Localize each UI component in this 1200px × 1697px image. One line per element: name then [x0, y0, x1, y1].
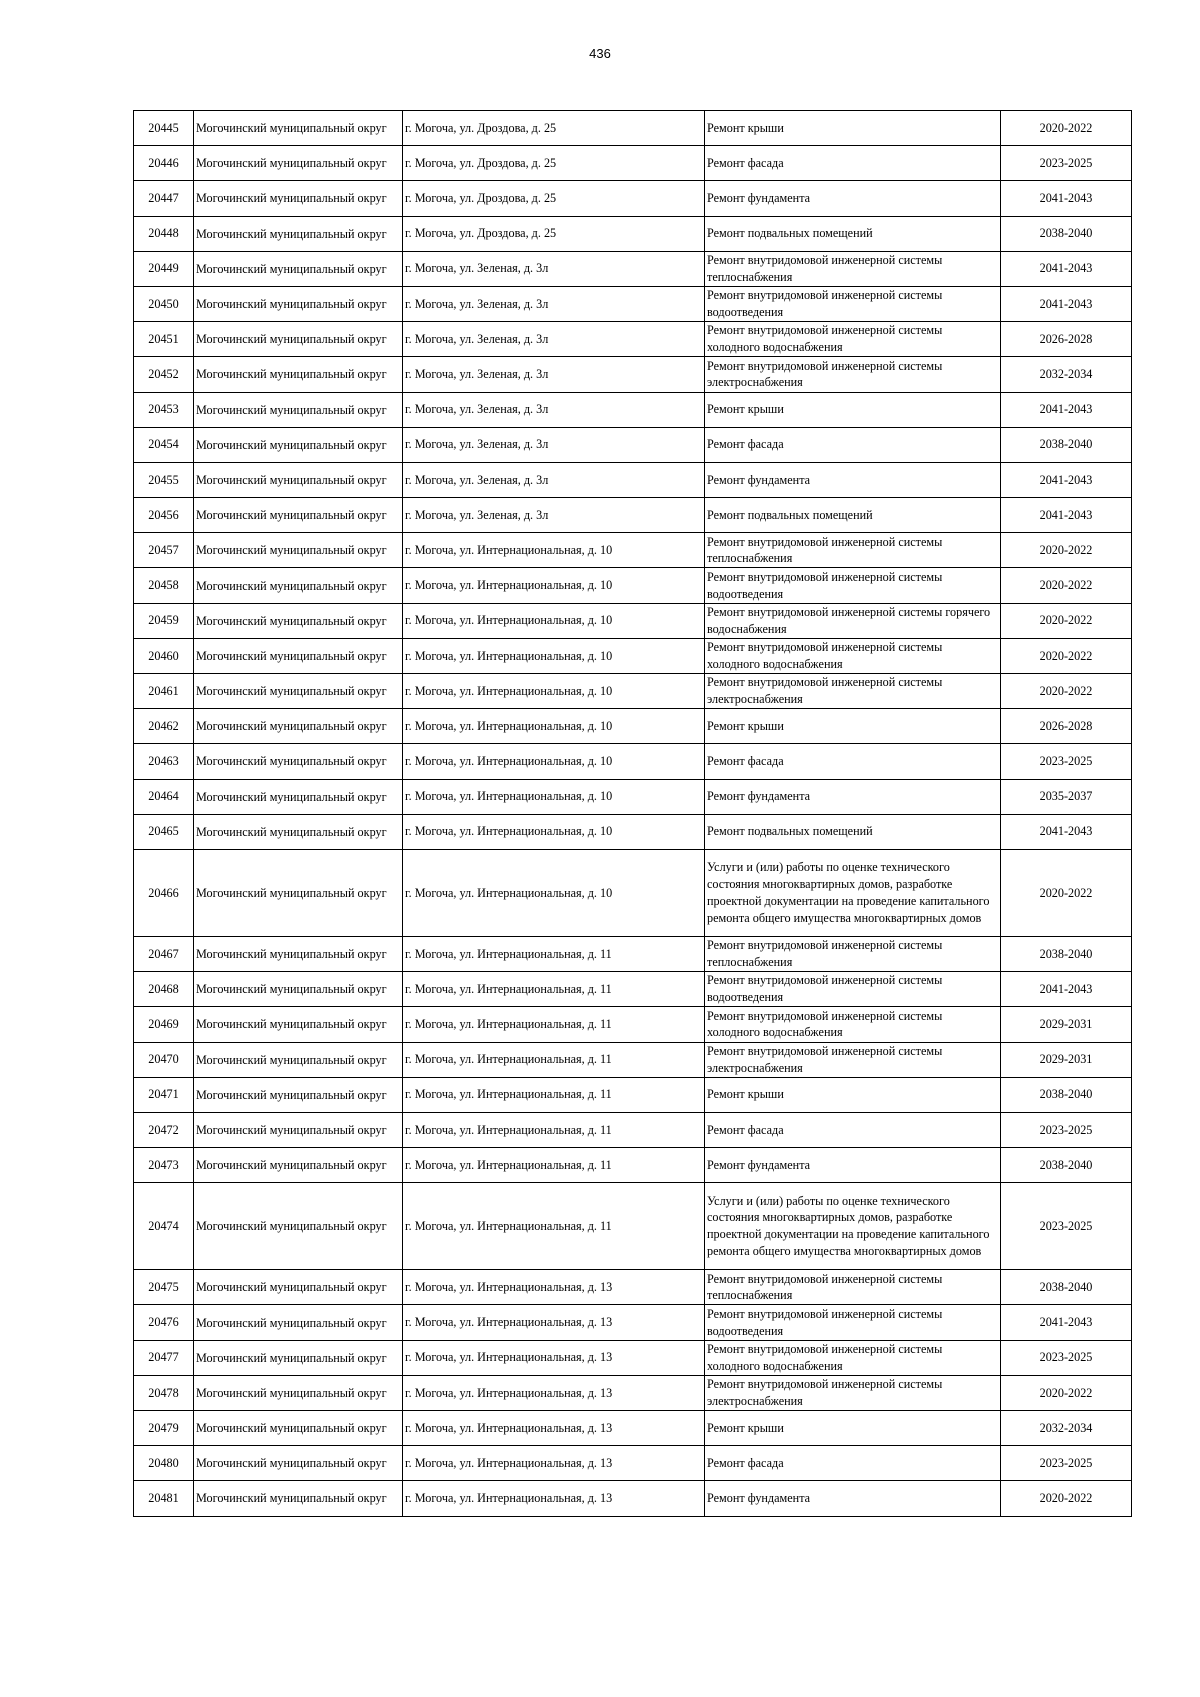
period-cell: 2023-2025	[1001, 744, 1132, 779]
table-row	[134, 1183, 1132, 1270]
work-type-cell: Ремонт внутридомовой инженерной системы холодного водоснабжения	[705, 638, 1001, 673]
municipality-cell: Могочинский муниципальный округ	[194, 322, 403, 357]
municipality-cell: Могочинский муниципальный округ	[194, 111, 403, 146]
address-cell: г. Могоча, ул. Интернациональная, д. 11	[403, 1042, 705, 1077]
table-row	[134, 1077, 1132, 1112]
address-cell: г. Могоча, ул. Интернациональная, д. 11	[403, 1183, 705, 1270]
municipality-cell: Могочинский муниципальный округ	[194, 744, 403, 779]
work-type-cell: Ремонт внутридомовой инженерной системы электроснабжения	[705, 357, 1001, 392]
address-cell: г. Могоча, ул. Интернациональная, д. 13	[403, 1411, 705, 1446]
row-number-cell: 20455	[134, 462, 194, 497]
work-type-cell: Ремонт фундамента	[705, 1481, 1001, 1516]
period-cell: 2041-2043	[1001, 251, 1132, 286]
address-cell: г. Могоча, ул. Интернациональная, д. 10	[403, 814, 705, 849]
row-number-cell: 20463	[134, 744, 194, 779]
period-cell: 2041-2043	[1001, 392, 1132, 427]
row-number-cell: 20469	[134, 1007, 194, 1042]
table-row	[134, 709, 1132, 744]
row-number-cell: 20466	[134, 849, 194, 936]
row-number-cell: 20480	[134, 1446, 194, 1481]
municipality-cell: Могочинский муниципальный округ	[194, 1007, 403, 1042]
period-cell: 2020-2022	[1001, 111, 1132, 146]
table-row	[134, 251, 1132, 286]
address-cell: г. Могоча, ул. Интернациональная, д. 11	[403, 936, 705, 971]
register-table	[133, 110, 1132, 1517]
period-cell: 2038-2040	[1001, 216, 1132, 251]
row-number-cell: 20473	[134, 1148, 194, 1183]
work-type-cell: Ремонт внутридомовой инженерной системы водоотведения	[705, 286, 1001, 321]
work-type-cell: Ремонт фасада	[705, 1446, 1001, 1481]
period-cell: 2020-2022	[1001, 638, 1132, 673]
table-row	[134, 357, 1132, 392]
municipality-cell: Могочинский муниципальный округ	[194, 1042, 403, 1077]
work-type-cell: Ремонт внутридомовой инженерной системы теплоснабжения	[705, 533, 1001, 568]
table-row	[134, 286, 1132, 321]
municipality-cell: Могочинский муниципальный округ	[194, 1340, 403, 1375]
municipality-cell: Могочинский муниципальный округ	[194, 427, 403, 462]
municipality-cell: Могочинский муниципальный округ	[194, 1148, 403, 1183]
address-cell: г. Могоча, ул. Зеленая, д. 3л	[403, 498, 705, 533]
municipality-cell: Могочинский муниципальный округ	[194, 533, 403, 568]
address-cell: г. Могоча, ул. Зеленая, д. 3л	[403, 427, 705, 462]
municipality-cell: Могочинский муниципальный округ	[194, 392, 403, 427]
row-number-cell: 20446	[134, 146, 194, 181]
table-row	[134, 568, 1132, 603]
municipality-cell: Могочинский муниципальный округ	[194, 709, 403, 744]
table-row	[134, 322, 1132, 357]
table-row	[134, 814, 1132, 849]
municipality-cell: Могочинский муниципальный округ	[194, 1112, 403, 1147]
row-number-cell: 20454	[134, 427, 194, 462]
work-type-cell: Ремонт подвальных помещений	[705, 814, 1001, 849]
table-row	[134, 1340, 1132, 1375]
row-number-cell: 20474	[134, 1183, 194, 1270]
period-cell: 2026-2028	[1001, 322, 1132, 357]
period-cell: 2023-2025	[1001, 146, 1132, 181]
table-row	[134, 849, 1132, 936]
period-cell: 2020-2022	[1001, 1375, 1132, 1410]
address-cell: г. Могоча, ул. Интернациональная, д. 10	[403, 744, 705, 779]
row-number-cell: 20472	[134, 1112, 194, 1147]
work-type-cell: Ремонт фундамента	[705, 1148, 1001, 1183]
row-number-cell: 20456	[134, 498, 194, 533]
municipality-cell: Могочинский муниципальный округ	[194, 972, 403, 1007]
municipality-cell: Могочинский муниципальный округ	[194, 603, 403, 638]
period-cell: 2020-2022	[1001, 533, 1132, 568]
address-cell: г. Могоча, ул. Интернациональная, д. 11	[403, 1007, 705, 1042]
work-type-cell: Услуги и (или) работы по оценке технического состояния многоквартирных домов, разработке проектной документации на проведение капитального ремонта общего имущества многоквартирных домов	[705, 849, 1001, 936]
address-cell: г. Могоча, ул. Интернациональная, д. 10	[403, 709, 705, 744]
address-cell: г. Могоча, ул. Дроздова, д. 25	[403, 181, 705, 216]
table-row	[134, 1375, 1132, 1410]
municipality-cell: Могочинский муниципальный округ	[194, 638, 403, 673]
work-type-cell: Ремонт фасада	[705, 744, 1001, 779]
address-cell: г. Могоча, ул. Зеленая, д. 3л	[403, 392, 705, 427]
row-number-cell: 20457	[134, 533, 194, 568]
row-number-cell: 20471	[134, 1077, 194, 1112]
municipality-cell: Могочинский муниципальный округ	[194, 1305, 403, 1340]
address-cell: г. Могоча, ул. Интернациональная, д. 10	[403, 779, 705, 814]
address-cell: г. Могоча, ул. Дроздова, д. 25	[403, 111, 705, 146]
work-type-cell: Ремонт внутридомовой инженерной системы теплоснабжения	[705, 936, 1001, 971]
row-number-cell: 20468	[134, 972, 194, 1007]
table-row	[134, 779, 1132, 814]
work-type-cell: Ремонт подвальных помещений	[705, 216, 1001, 251]
address-cell: г. Могоча, ул. Интернациональная, д. 11	[403, 1112, 705, 1147]
municipality-cell: Могочинский муниципальный округ	[194, 849, 403, 936]
period-cell: 2041-2043	[1001, 814, 1132, 849]
municipality-cell: Могочинский муниципальный округ	[194, 1183, 403, 1270]
work-type-cell: Ремонт внутридомовой инженерной системы электроснабжения	[705, 674, 1001, 709]
row-number-cell: 20478	[134, 1375, 194, 1410]
table-row	[134, 181, 1132, 216]
period-cell: 2041-2043	[1001, 462, 1132, 497]
period-cell: 2041-2043	[1001, 972, 1132, 1007]
row-number-cell: 20450	[134, 286, 194, 321]
period-cell: 2035-2037	[1001, 779, 1132, 814]
work-type-cell: Ремонт внутридомовой инженерной системы электроснабжения	[705, 1375, 1001, 1410]
table-row	[134, 1042, 1132, 1077]
row-number-cell: 20479	[134, 1411, 194, 1446]
work-type-cell: Ремонт внутридомовой инженерной системы теплоснабжения	[705, 1270, 1001, 1305]
period-cell: 2023-2025	[1001, 1340, 1132, 1375]
municipality-cell: Могочинский муниципальный округ	[194, 462, 403, 497]
address-cell: г. Могоча, ул. Зеленая, д. 3л	[403, 322, 705, 357]
municipality-cell: Могочинский муниципальный округ	[194, 357, 403, 392]
table-row	[134, 111, 1132, 146]
address-cell: г. Могоча, ул. Интернациональная, д. 13	[403, 1446, 705, 1481]
period-cell: 2020-2022	[1001, 849, 1132, 936]
period-cell: 2023-2025	[1001, 1183, 1132, 1270]
work-type-cell: Ремонт крыши	[705, 1411, 1001, 1446]
work-type-cell: Ремонт фасада	[705, 427, 1001, 462]
table-row	[134, 462, 1132, 497]
work-type-cell: Услуги и (или) работы по оценке технического состояния многоквартирных домов, разработке проектной документации на проведение капитального ремонта общего имущества многоквартирных домов	[705, 1183, 1001, 1270]
table-row	[134, 1007, 1132, 1042]
row-number-cell: 20464	[134, 779, 194, 814]
table-row	[134, 498, 1132, 533]
row-number-cell: 20452	[134, 357, 194, 392]
table-row	[134, 972, 1132, 1007]
work-type-cell: Ремонт внутридомовой инженерной системы электроснабжения	[705, 1042, 1001, 1077]
work-type-cell: Ремонт фасада	[705, 1112, 1001, 1147]
table-row	[134, 533, 1132, 568]
work-type-cell: Ремонт внутридомовой инженерной системы водоотведения	[705, 568, 1001, 603]
table-row	[134, 216, 1132, 251]
table-row	[134, 1481, 1132, 1516]
address-cell: г. Могоча, ул. Интернациональная, д. 11	[403, 1148, 705, 1183]
row-number-cell: 20449	[134, 251, 194, 286]
table-row	[134, 1270, 1132, 1305]
work-type-cell: Ремонт внутридомовой инженерной системы водоотведения	[705, 972, 1001, 1007]
work-type-cell: Ремонт внутридомовой инженерной системы холодного водоснабжения	[705, 1340, 1001, 1375]
row-number-cell: 20477	[134, 1340, 194, 1375]
period-cell: 2038-2040	[1001, 1077, 1132, 1112]
row-number-cell: 20448	[134, 216, 194, 251]
work-type-cell: Ремонт внутридомовой инженерной системы горячего водоснабжения	[705, 603, 1001, 638]
municipality-cell: Могочинский муниципальный округ	[194, 568, 403, 603]
work-type-cell: Ремонт внутридомовой инженерной системы теплоснабжения	[705, 251, 1001, 286]
municipality-cell: Могочинский муниципальный округ	[194, 674, 403, 709]
period-cell: 2020-2022	[1001, 603, 1132, 638]
period-cell: 2038-2040	[1001, 1148, 1132, 1183]
table-row	[134, 674, 1132, 709]
work-type-cell: Ремонт крыши	[705, 1077, 1001, 1112]
table-row	[134, 1112, 1132, 1147]
municipality-cell: Могочинский муниципальный округ	[194, 286, 403, 321]
period-cell: 2038-2040	[1001, 1270, 1132, 1305]
row-number-cell: 20461	[134, 674, 194, 709]
period-cell: 2038-2040	[1001, 427, 1132, 462]
address-cell: г. Могоча, ул. Интернациональная, д. 10	[403, 568, 705, 603]
municipality-cell: Могочинский муниципальный округ	[194, 814, 403, 849]
work-type-cell: Ремонт внутридомовой инженерной системы холодного водоснабжения	[705, 1007, 1001, 1042]
municipality-cell: Могочинский муниципальный округ	[194, 1077, 403, 1112]
municipality-cell: Могочинский муниципальный округ	[194, 1270, 403, 1305]
municipality-cell: Могочинский муниципальный округ	[194, 1375, 403, 1410]
address-cell: г. Могоча, ул. Интернациональная, д. 11	[403, 972, 705, 1007]
address-cell: г. Могоча, ул. Интернациональная, д. 13	[403, 1340, 705, 1375]
table-row	[134, 603, 1132, 638]
work-type-cell: Ремонт фасада	[705, 146, 1001, 181]
period-cell: 2032-2034	[1001, 357, 1132, 392]
period-cell: 2041-2043	[1001, 181, 1132, 216]
register-table-body	[134, 111, 1132, 1517]
row-number-cell: 20475	[134, 1270, 194, 1305]
address-cell: г. Могоча, ул. Зеленая, д. 3л	[403, 462, 705, 497]
row-number-cell: 20465	[134, 814, 194, 849]
period-cell: 2023-2025	[1001, 1446, 1132, 1481]
row-number-cell: 20453	[134, 392, 194, 427]
table-row	[134, 392, 1132, 427]
table-row	[134, 146, 1132, 181]
address-cell: г. Могоча, ул. Интернациональная, д. 13	[403, 1375, 705, 1410]
row-number-cell: 20451	[134, 322, 194, 357]
municipality-cell: Могочинский муниципальный округ	[194, 251, 403, 286]
address-cell: г. Могоча, ул. Зеленая, д. 3л	[403, 286, 705, 321]
work-type-cell: Ремонт крыши	[705, 709, 1001, 744]
municipality-cell: Могочинский муниципальный округ	[194, 779, 403, 814]
table-row	[134, 1148, 1132, 1183]
period-cell: 2041-2043	[1001, 1305, 1132, 1340]
municipality-cell: Могочинский муниципальный округ	[194, 1446, 403, 1481]
row-number-cell: 20476	[134, 1305, 194, 1340]
row-number-cell: 20445	[134, 111, 194, 146]
period-cell: 2029-2031	[1001, 1042, 1132, 1077]
period-cell: 2020-2022	[1001, 674, 1132, 709]
period-cell: 2020-2022	[1001, 568, 1132, 603]
address-cell: г. Могоча, ул. Интернациональная, д. 13	[403, 1270, 705, 1305]
municipality-cell: Могочинский муниципальный округ	[194, 216, 403, 251]
address-cell: г. Могоча, ул. Интернациональная, д. 13	[403, 1305, 705, 1340]
work-type-cell: Ремонт фундамента	[705, 779, 1001, 814]
table-row	[134, 427, 1132, 462]
work-type-cell: Ремонт крыши	[705, 392, 1001, 427]
table-row	[134, 1411, 1132, 1446]
period-cell: 2026-2028	[1001, 709, 1132, 744]
address-cell: г. Могоча, ул. Дроздова, д. 25	[403, 146, 705, 181]
address-cell: г. Могоча, ул. Зеленая, д. 3л	[403, 357, 705, 392]
row-number-cell: 20470	[134, 1042, 194, 1077]
address-cell: г. Могоча, ул. Зеленая, д. 3л	[403, 251, 705, 286]
municipality-cell: Могочинский муниципальный округ	[194, 936, 403, 971]
municipality-cell: Могочинский муниципальный округ	[194, 181, 403, 216]
period-cell: 2023-2025	[1001, 1112, 1132, 1147]
work-type-cell: Ремонт фундамента	[705, 181, 1001, 216]
municipality-cell: Могочинский муниципальный округ	[194, 146, 403, 181]
work-type-cell: Ремонт подвальных помещений	[705, 498, 1001, 533]
table-row	[134, 744, 1132, 779]
address-cell: г. Могоча, ул. Интернациональная, д. 13	[403, 1481, 705, 1516]
address-cell: г. Могоча, ул. Интернациональная, д. 10	[403, 674, 705, 709]
row-number-cell: 20460	[134, 638, 194, 673]
row-number-cell: 20462	[134, 709, 194, 744]
address-cell: г. Могоча, ул. Дроздова, д. 25	[403, 216, 705, 251]
row-number-cell: 20481	[134, 1481, 194, 1516]
period-cell: 2032-2034	[1001, 1411, 1132, 1446]
work-type-cell: Ремонт внутридомовой инженерной системы водоотведения	[705, 1305, 1001, 1340]
table-row	[134, 936, 1132, 971]
address-cell: г. Могоча, ул. Интернациональная, д. 10	[403, 638, 705, 673]
period-cell: 2038-2040	[1001, 936, 1132, 971]
address-cell: г. Могоча, ул. Интернациональная, д. 10	[403, 849, 705, 936]
row-number-cell: 20458	[134, 568, 194, 603]
municipality-cell: Могочинский муниципальный округ	[194, 1481, 403, 1516]
work-type-cell: Ремонт фундамента	[705, 462, 1001, 497]
work-type-cell: Ремонт внутридомовой инженерной системы холодного водоснабжения	[705, 322, 1001, 357]
address-cell: г. Могоча, ул. Интернациональная, д. 11	[403, 1077, 705, 1112]
period-cell: 2020-2022	[1001, 1481, 1132, 1516]
address-cell: г. Могоча, ул. Интернациональная, д. 10	[403, 603, 705, 638]
work-type-cell: Ремонт крыши	[705, 111, 1001, 146]
address-cell: г. Могоча, ул. Интернациональная, д. 10	[403, 533, 705, 568]
page-number: 436	[589, 46, 611, 61]
table-row	[134, 638, 1132, 673]
row-number-cell: 20447	[134, 181, 194, 216]
period-cell: 2029-2031	[1001, 1007, 1132, 1042]
row-number-cell: 20467	[134, 936, 194, 971]
table-row	[134, 1446, 1132, 1481]
municipality-cell: Могочинский муниципальный округ	[194, 1411, 403, 1446]
period-cell: 2041-2043	[1001, 286, 1132, 321]
period-cell: 2041-2043	[1001, 498, 1132, 533]
row-number-cell: 20459	[134, 603, 194, 638]
table-row	[134, 1305, 1132, 1340]
municipality-cell: Могочинский муниципальный округ	[194, 498, 403, 533]
